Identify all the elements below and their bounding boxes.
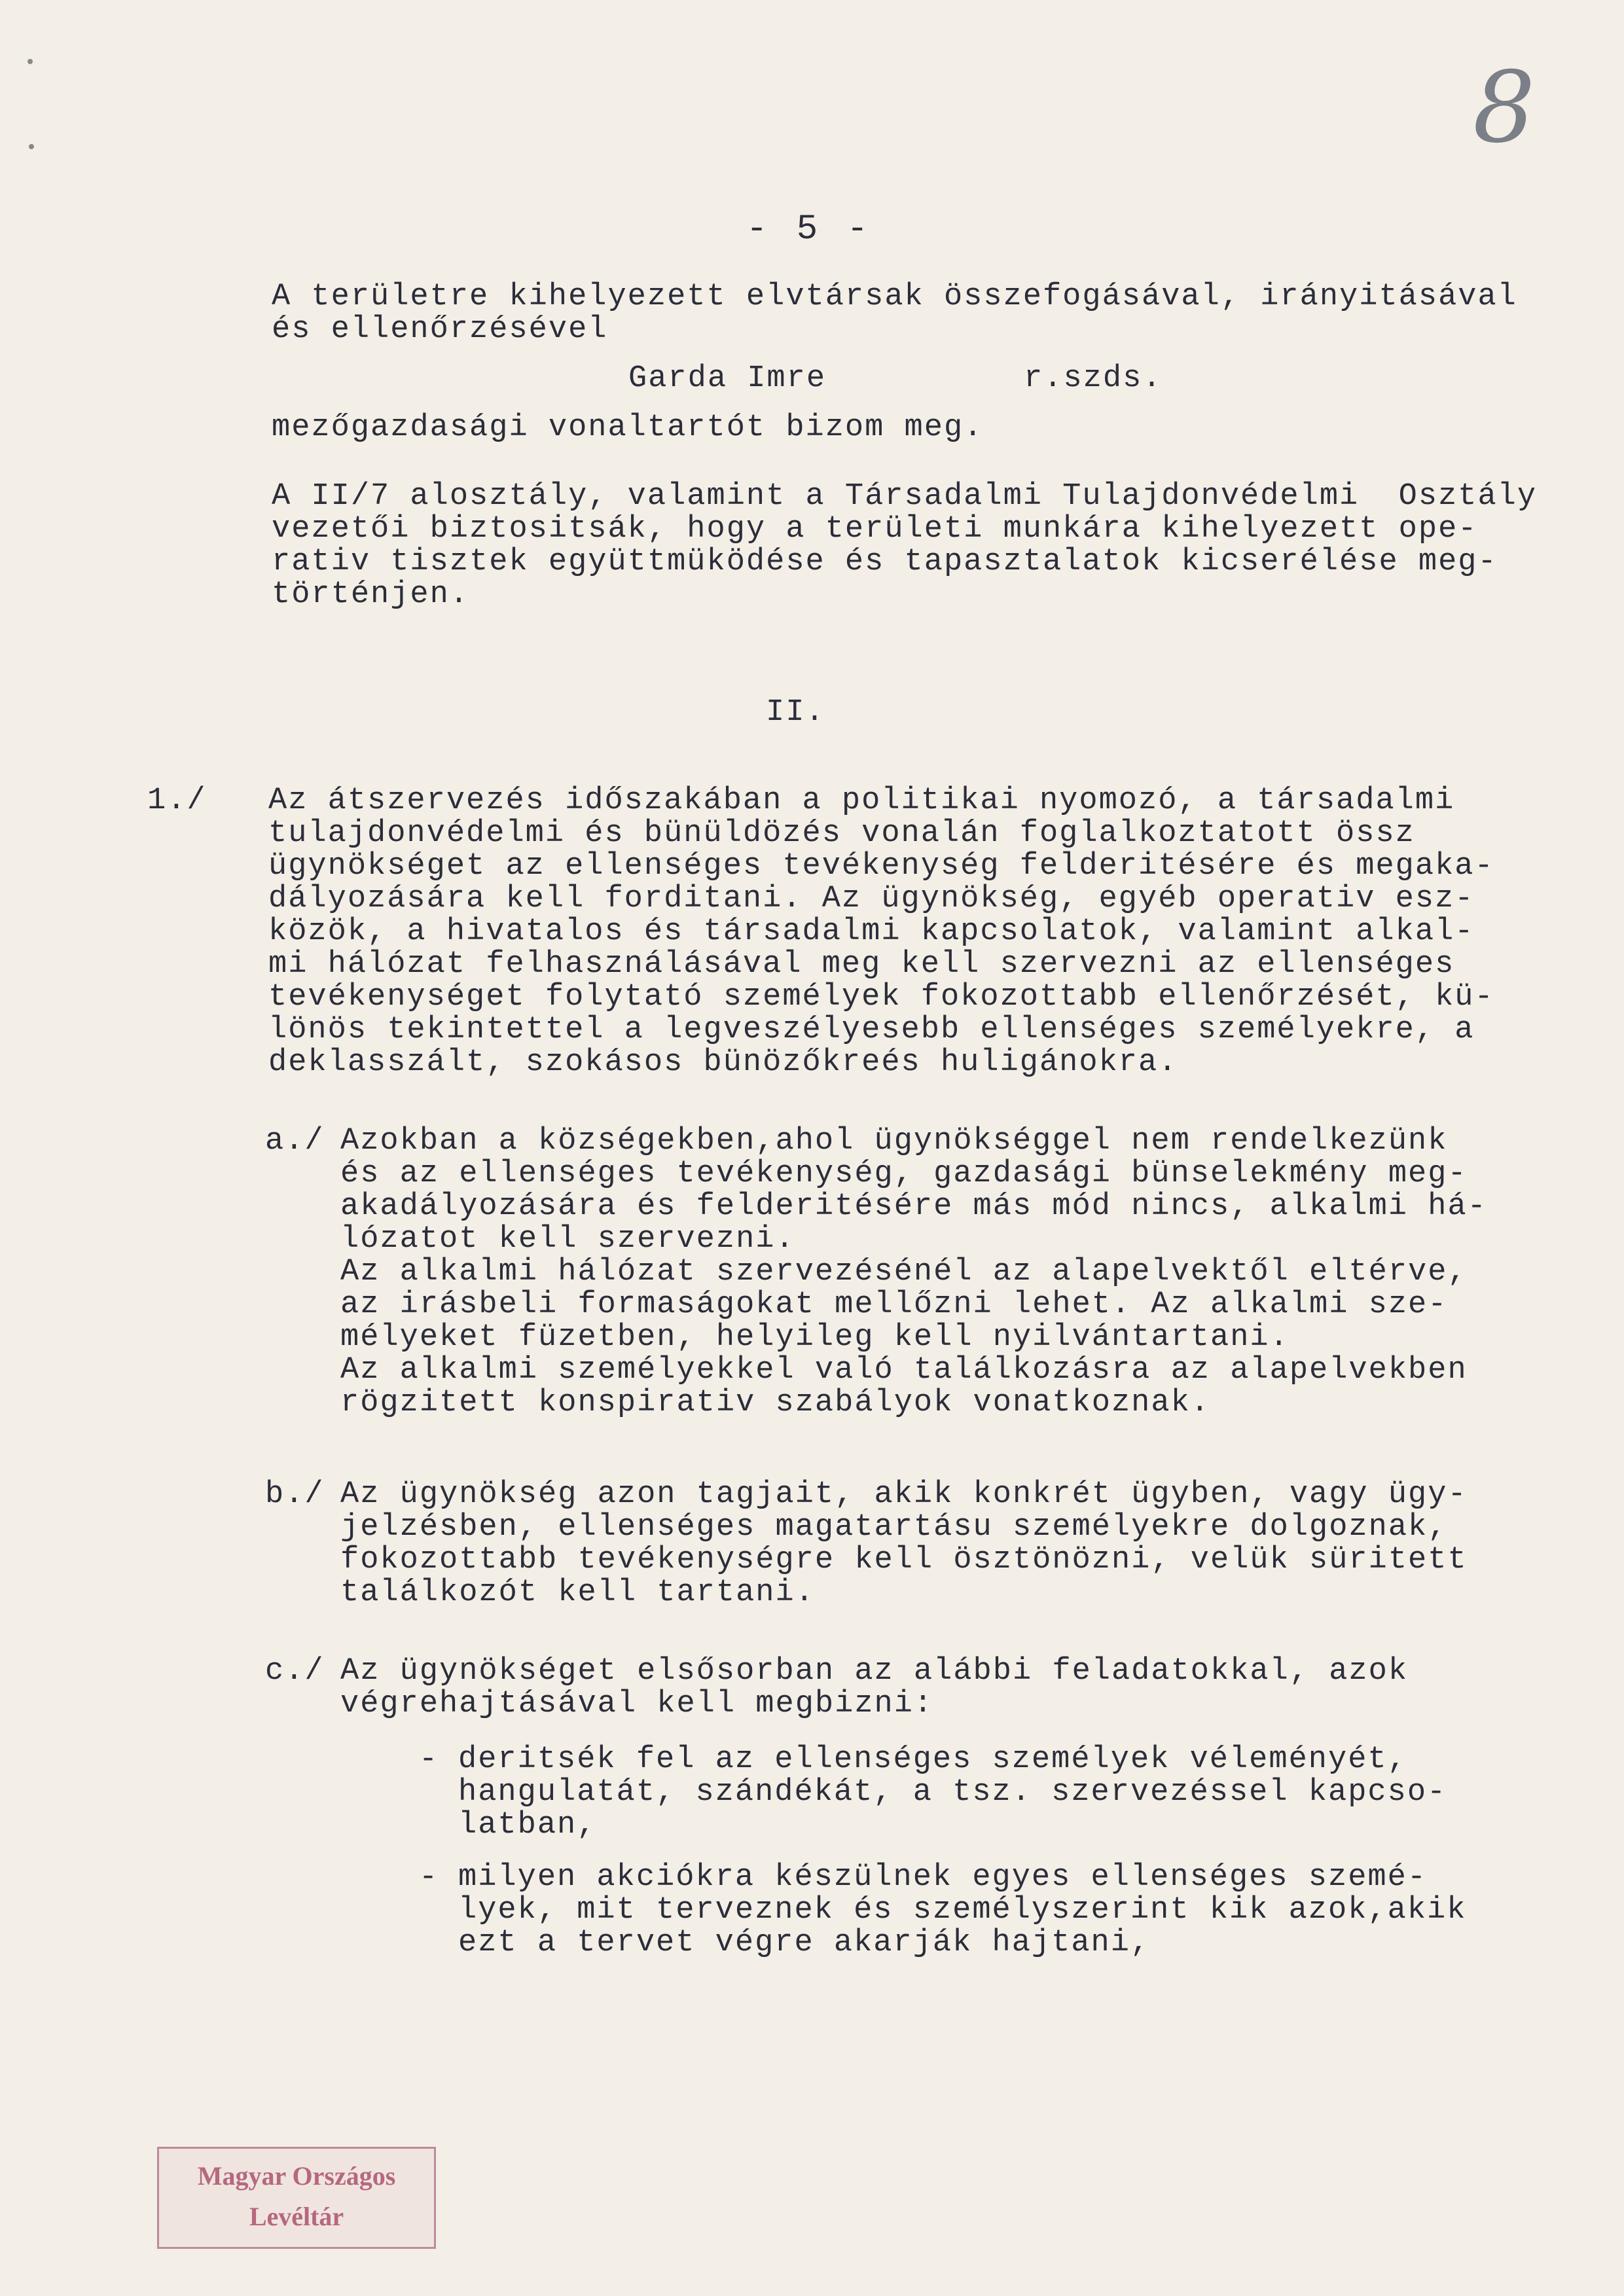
archive-stamp-line-2: Levéltár [249,2202,344,2231]
item-c-label: c./ [265,1654,325,1689]
handwritten-page-number: 8 [1473,51,1536,165]
archive-stamp [157,2147,436,2249]
bullet-2-line-3: ezt a tervet végre akarják hajtani, [458,1926,1151,1960]
scan-speck [27,59,33,64]
item-a-line-8: Az alkalmi személyekkel való találkozásra az alapelvekben [340,1353,1468,1388]
item1-line-6: mi hálózat felhasználásával meg kell szervezni az ellenséges [268,947,1455,982]
paragraph2-line-3: rativ tisztek együttmüködése és tapasztalatok kicserélése meg- [272,545,1498,579]
intro-line-2: és ellenőrzésével [272,312,608,347]
item-c-line-2: végrehajtásával kell megbizni: [340,1687,934,1721]
scan-speck [29,144,34,149]
archive-stamp-line-1: Magyar Országos [197,2161,396,2191]
item-b-line-1: Az ügynökség azon tagjait, akik konkrét ügyben, vagy ügy- [340,1477,1468,1512]
paragraph2-line-4: történjen. [272,577,470,612]
paragraph2-line-1: A II/7 alosztály, valamint a Társadalmi Tulajdonvédelmi Osztály [272,479,1538,514]
item-c-line-1: Az ügynökséget elsősorban az alábbi feladatokkal, azok [340,1654,1409,1689]
item1-label: 1./ [147,783,207,818]
item-b-line-3: fokozottabb tevékenységre kell ösztönözni, velük süritett [340,1543,1468,1577]
item1-line-4: dályozására kell forditani. Az ügynökség, egyéb operativ esz- [268,882,1475,916]
bullet-1-line-1: deritsék fel az ellenséges személyek véleményét, [458,1742,1407,1777]
item-a-line-6: az irásbeli formaságokat mellőzni lehet. Az alkalmi sze- [340,1287,1448,1322]
item-b-label: b./ [265,1477,325,1512]
item-b-line-2: jelzésben, ellenséges magatartásu személyekre dolgoznak, [340,1510,1448,1545]
intro-line-1: A területre kihelyezett elvtársak összefogásával, irányitásával [272,279,1517,314]
item-a-label: a./ [265,1124,325,1158]
intro-line-3: Garda Imre r.szds. [628,361,1163,396]
paragraph2-line-2: vezetői biztositsák, hogy a területi munkára kihelyezett ope- [272,512,1478,547]
bullet-1-marker: - [419,1742,439,1777]
item-a-line-7: mélyeket füzetben, helyileg kell nyilvántartani. [340,1320,1290,1355]
intro-line-4: mezőgazdasági vonaltartót bizom meg. [272,410,984,445]
item-a-line-1: Azokban a községekben,ahol ügynökséggel nem rendelkezünk [340,1124,1448,1158]
section-heading: II. [766,695,825,730]
bullet-1-line-3: latban, [458,1808,597,1842]
bullet-2-line-1: milyen akciókra készülnek egyes ellenséges szemé- [458,1860,1428,1895]
item1-line-1: Az átszervezés időszakában a politikai nyomozó, a társadalmi [268,783,1455,818]
item1-line-2: tulajdonvédelmi és bünüldözés vonalán foglalkoztatott össz [268,816,1415,851]
item1-line-9: deklasszált, szokásos bünözőkreés huligánokra. [268,1045,1178,1080]
item1-line-5: közök, a hivatalos és társadalmi kapcsolatok, valamint alkal- [268,914,1475,949]
bullet-2-line-2: lyek, mit terveznek és személyszerint kik azok,akik [458,1893,1467,1928]
item1-line-3: ügynökséget az ellenséges tevékenység felderitésére és megaka- [268,849,1494,884]
item-a-line-5: Az alkalmi hálózat szervezésénél az alapelvektől eltérve, [340,1255,1468,1289]
item1-line-8: lönös tekintettel a legveszélyesebb ellenséges személyekre, a [268,1013,1475,1047]
item-a-line-2: és az ellenséges tevékenység, gazdasági bünselekmény meg- [340,1157,1468,1191]
item-a-line-3: akadályozására és felderitésére más mód nincs, alkalmi há- [340,1189,1487,1224]
page-number: - 5 - [746,209,873,249]
bullet-2-marker: - [419,1860,439,1895]
item-a-line-4: lózatot kell szervezni. [340,1222,795,1257]
item-b-line-4: találkozót kell tartani. [340,1575,815,1610]
item1-line-7: tevékenységet folytató személyek fokozottabb ellenőrzését, kü- [268,980,1494,1014]
bullet-1-line-2: hangulatát, szándékát, a tsz. szervezéssel kapcso- [458,1775,1447,1810]
item-a-line-9: rögzitett konspirativ szabályok vonatkoznak. [340,1386,1211,1420]
